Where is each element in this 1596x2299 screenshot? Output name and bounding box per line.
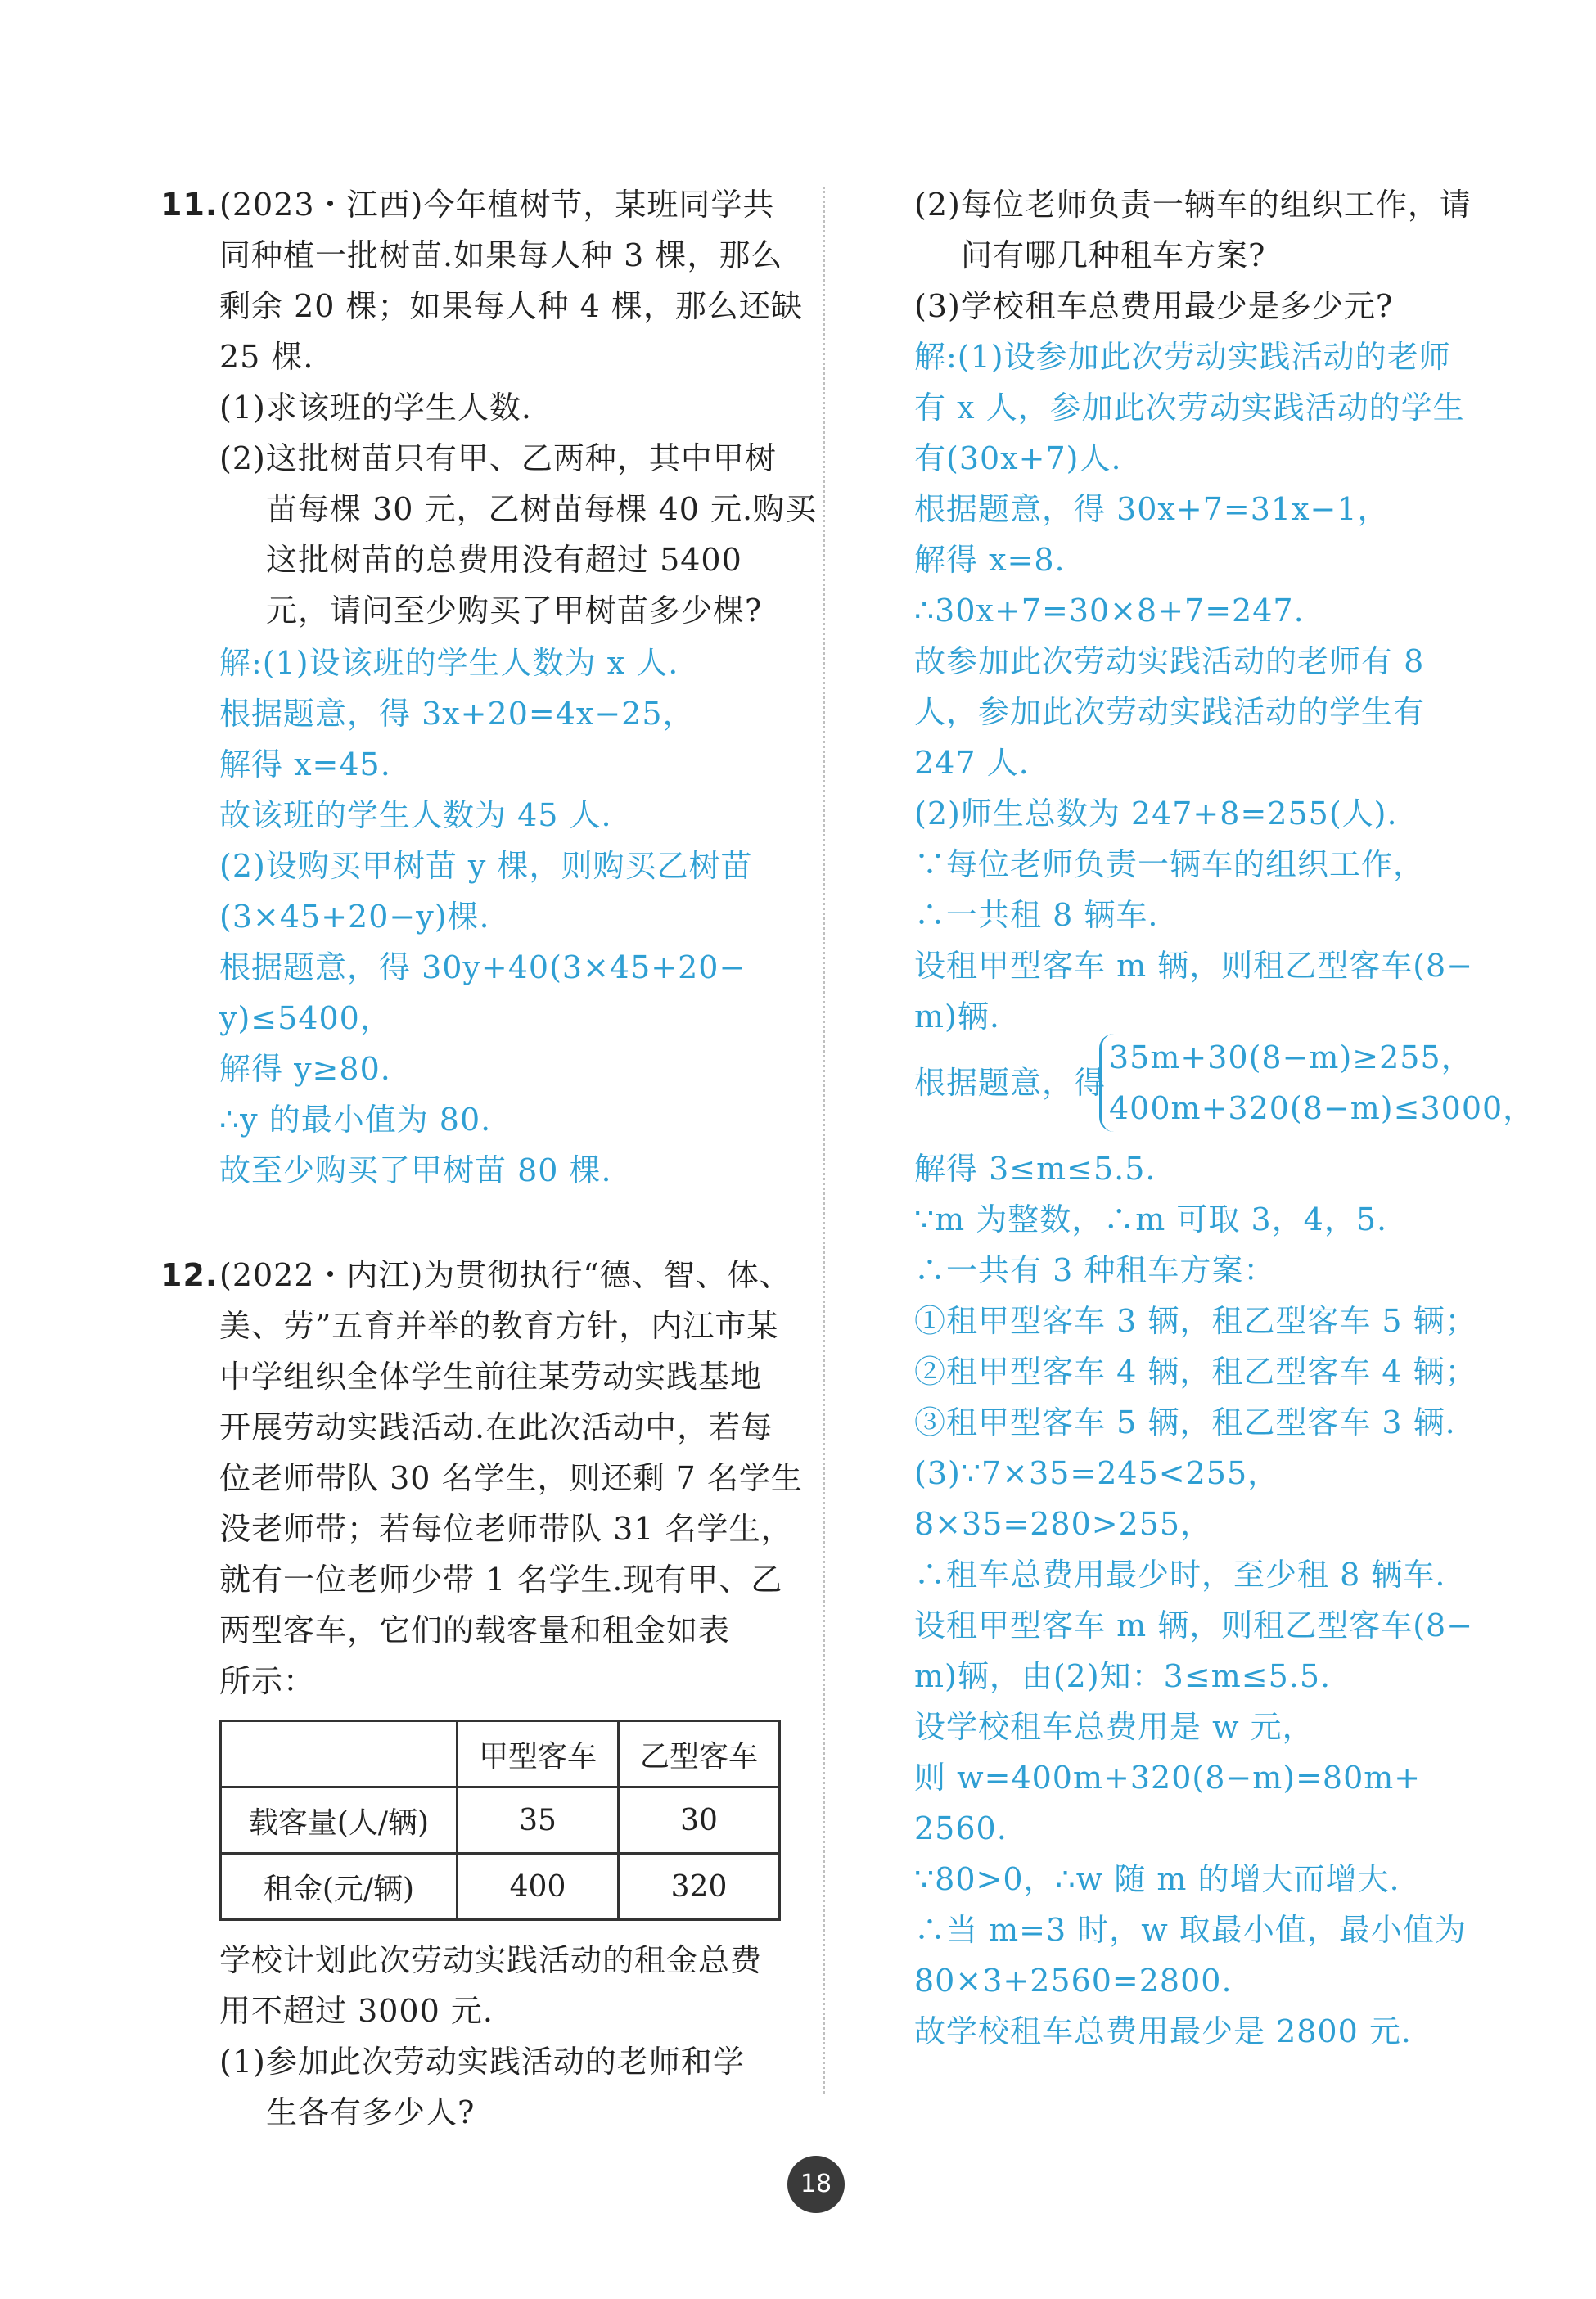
table-row-label: 租金(元/辆) — [221, 1854, 458, 1920]
question-12-line: 美、劳”五育并举的教育方针，内江市某 — [219, 1308, 779, 1344]
table-row — [221, 1854, 780, 1920]
answer-12-line: 80×3+2560=2800. — [914, 1963, 1233, 1999]
question-11-line: (1)求该班的学生人数. — [219, 390, 532, 426]
question-11-number: 11. — [160, 187, 219, 223]
answer-12-line: 解:(1)设参加此次劳动实践活动的老师 — [914, 339, 1451, 375]
table-cell: 400 — [458, 1854, 619, 1920]
question-12-line: (2022・内江)为贯彻执行“德、智、体、 — [219, 1257, 791, 1293]
answer-11-line: (2)设购买甲树苗 y 棵，则购买乙树苗 — [219, 848, 753, 884]
answer-12-line: 设租甲型客车 m 辆，则租乙型客车(8− — [914, 1607, 1474, 1643]
answer-12-line: 故参加此次劳动实践活动的老师有 8 — [914, 643, 1425, 679]
question-12-line: 开展劳动实践活动.在此次活动中，若每 — [219, 1409, 773, 1445]
answer-12-line: 2560. — [914, 1810, 1008, 1846]
column-divider — [823, 187, 825, 2094]
answer-11-line: 故该班的学生人数为 45 人. — [219, 797, 612, 833]
table-cell: 30 — [619, 1787, 780, 1854]
answer-12-line: m)辆，由(2)知：3≤m≤5.5. — [914, 1658, 1332, 1694]
question-12-line: 生各有多少人? — [266, 2094, 476, 2130]
question-12-line: (3)学校租车总费用最少是多少元? — [914, 288, 1394, 324]
question-12-line: (1)参加此次劳动实践活动的老师和学 — [219, 2044, 745, 2080]
answer-12-line: 设租甲型客车 m 辆，则租乙型客车(8− — [914, 948, 1474, 984]
answer-12-line: 根据题意，得 30x+7=31x−1， — [914, 491, 1390, 527]
question-11-line: 剩余 20 棵；如果每人种 4 棵，那么还缺 — [219, 288, 803, 324]
question-12-line: 所示： — [219, 1663, 316, 1699]
answer-12-line: 解得 x=8. — [914, 542, 1066, 578]
answer-12-line: (3)∵7×35=245<255， — [914, 1455, 1280, 1491]
answer-12-line: ∴当 m=3 时，w 取最小值，最小值为 — [914, 1912, 1467, 1948]
question-12-line: 用不超过 3000 元. — [219, 1993, 494, 2029]
answer-11-line: 根据题意，得 3x+20=4x−25， — [219, 696, 695, 732]
answer-12-line: ∴一共有 3 种租车方案： — [914, 1252, 1276, 1288]
answer-12-line: 人，参加此次劳动实践活动的学生有 — [914, 694, 1426, 730]
question-11-line: 同种植一批树苗.如果每人种 3 棵，那么 — [219, 237, 783, 273]
answer-12-line: ∴租车总费用最少时，至少租 8 辆车. — [914, 1557, 1446, 1593]
table-header-cell: 乙型客车 — [619, 1721, 780, 1787]
question-11-line: 苗每棵 30 元，乙树苗每棵 40 元.购买 — [266, 491, 818, 527]
page-number: 18 — [787, 2156, 845, 2213]
table-cell: 35 — [458, 1787, 619, 1854]
inequality-1: 35m+30(8−m)≥255， — [1109, 1039, 1473, 1075]
question-12-line: 学校计划此次劳动实践活动的租金总费 — [219, 1942, 763, 1978]
table-cell: 320 — [619, 1854, 780, 1920]
answer-12-line: 8×35=280>255， — [914, 1506, 1213, 1542]
question-12-line: 中学组织全体学生前往某劳动实践基地 — [219, 1359, 763, 1395]
question-11-line: (2023・江西)今年植树节，某班同学共 — [219, 187, 775, 223]
answer-12-line: ∴30x+7=30×8+7=247. — [914, 593, 1305, 629]
answer-12-line: ∵m 为整数，∴m 可取 3，4，5. — [914, 1201, 1388, 1237]
answer-11-line: ∴y 的最小值为 80. — [219, 1102, 492, 1138]
inequality-2: 400m+320(8−m)≤3000， — [1109, 1090, 1535, 1126]
question-12-line: (2)每位老师负责一辆车的组织工作，请 — [914, 187, 1472, 223]
inequality-system-prefix: 根据题意，得 — [914, 1065, 1107, 1101]
table-row-label: 载客量(人/辆) — [221, 1787, 458, 1854]
question-11-line: 25 棵. — [219, 339, 314, 375]
table-header-cell: 甲型客车 — [458, 1721, 619, 1787]
answer-11-line: 故至少购买了甲树苗 80 棵. — [219, 1152, 612, 1188]
answer-11-line: y)≤5400， — [219, 1000, 392, 1036]
question-12-line: 两型客车，它们的载客量和租金如表 — [219, 1612, 731, 1648]
answer-12-line: 故学校租车总费用最少是 2800 元. — [914, 2013, 1412, 2049]
answer-12-line: 有(30x+7)人. — [914, 440, 1122, 476]
question-12-line: 就有一位老师少带 1 名学生.现有甲、乙 — [219, 1562, 783, 1598]
answer-12-line: 则 w=400m+320(8−m)=80m+ — [914, 1760, 1422, 1796]
answer-12-line: 解得 3≤m≤5.5. — [914, 1151, 1156, 1187]
answer-12-line: 设学校租车总费用是 w 元， — [914, 1709, 1314, 1745]
answer-12-line: ∵每位老师负责一辆车的组织工作， — [914, 846, 1426, 882]
answer-11-line: 解得 x=45. — [219, 746, 391, 782]
table-row — [221, 1787, 780, 1854]
answer-11-line: (3×45+20−y)棵. — [219, 899, 490, 935]
answer-12-line: 247 人. — [914, 745, 1030, 781]
question-12-line: 位老师带队 30 名学生，则还剩 7 名学生 — [219, 1460, 803, 1496]
bus-rental-table — [219, 1720, 781, 1921]
answer-12-line: ③租甲型客车 5 辆，租乙型客车 3 辆. — [914, 1404, 1456, 1440]
answer-11-line: 根据题意，得 30y+40(3×45+20− — [219, 949, 746, 985]
answer-12-line: m)辆. — [914, 998, 1000, 1035]
answer-12-line: ①租甲型客车 3 辆，租乙型客车 5 辆； — [914, 1303, 1477, 1339]
table-header-cell — [221, 1721, 458, 1787]
answer-11-line: 解:(1)设该班的学生人数为 x 人. — [219, 645, 679, 681]
question-11-line: 元，请问至少购买了甲树苗多少棵? — [266, 593, 763, 629]
question-12-line: 问有哪几种租车方案? — [961, 237, 1266, 273]
question-11-line: 这批树苗的总费用没有超过 5400 — [266, 542, 742, 578]
answer-12-line: 有 x 人，参加此次劳动实践活动的学生 — [914, 390, 1465, 426]
answer-12-line: ∵80>0，∴w 随 m 的增大而增大. — [914, 1861, 1400, 1897]
answer-12-line: ②租甲型客车 4 辆，租乙型客车 4 辆； — [914, 1354, 1477, 1390]
table-header-row — [221, 1721, 780, 1787]
answer-12-line: (2)师生总数为 247+8=255(人). — [914, 796, 1398, 832]
question-11-line: (2)这批树苗只有甲、乙两种，其中甲树 — [219, 440, 777, 476]
answer-12-line: ∴一共租 8 辆车. — [914, 897, 1159, 933]
question-12-number: 12. — [160, 1257, 219, 1293]
answer-11-line: 解得 y≥80. — [219, 1051, 391, 1087]
question-12-line: 没老师带；若每位老师带队 31 名学生， — [219, 1511, 793, 1547]
